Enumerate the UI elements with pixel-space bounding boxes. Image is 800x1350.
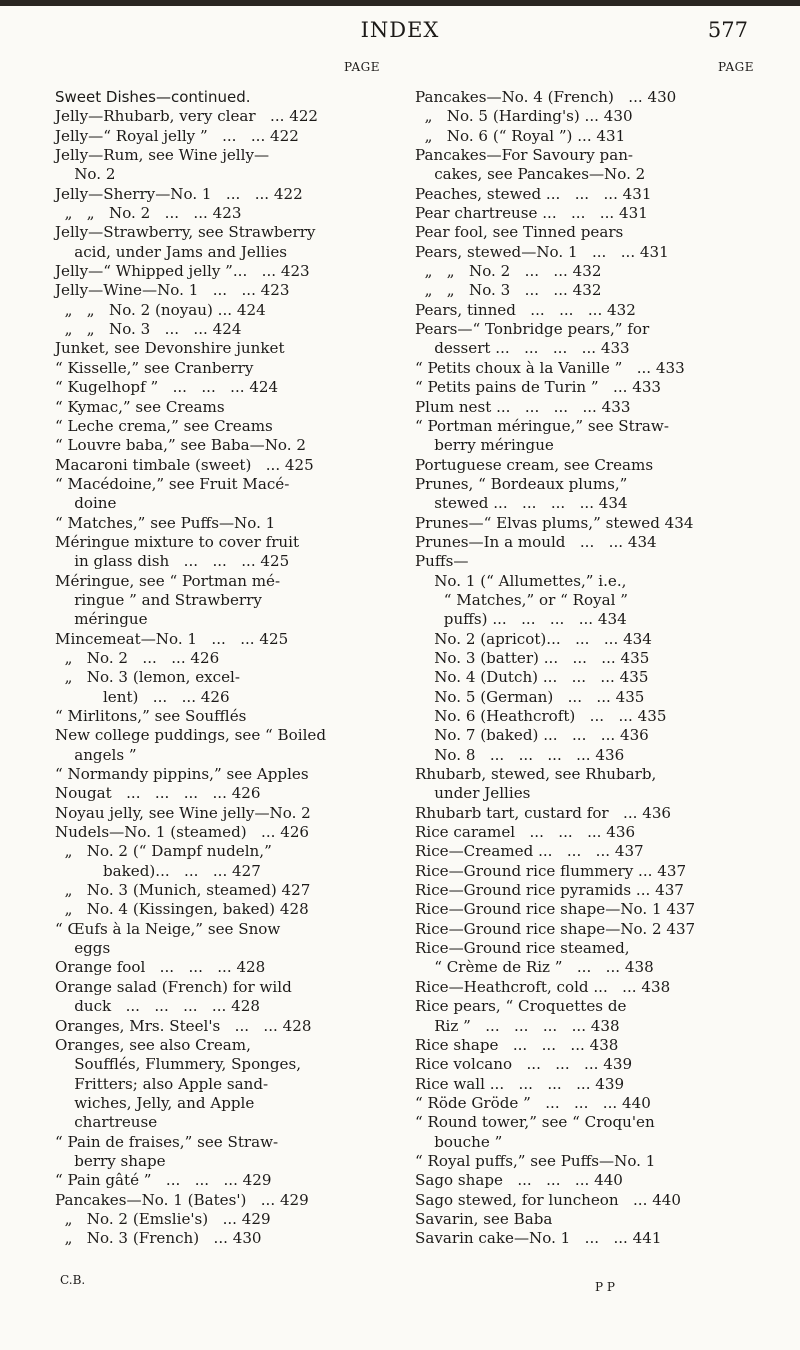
- index-entry: No. 7 (baked) ... ... ... 436: [415, 726, 649, 745]
- index-entry: Orange salad (French) for wild: [55, 977, 292, 996]
- index-entry: Jelly—“ Whipped jelly ”... ... 423: [55, 262, 310, 281]
- index-entry: Jelly—Wine—No. 1 ... ... 423: [55, 281, 290, 300]
- index-entry: Mincemeat—No. 1 ... ... 425: [55, 629, 289, 648]
- index-entry: No. 3 (batter) ... ... ... 435: [415, 648, 650, 667]
- index-entry: „ „ No. 2 ... ... 432: [415, 262, 602, 281]
- index-entry: Peaches, stewed ... ... ... 431: [415, 184, 652, 203]
- index-entry: No. 2: [55, 165, 116, 184]
- index-entry: „ „ No. 3 ... ... 432: [415, 281, 602, 300]
- index-entry: „ No. 6 (“ Royal ”) ... 431: [415, 126, 626, 145]
- index-entry: Puffs—: [415, 552, 469, 571]
- index-entry: Rice pears, “ Croquettes de: [415, 997, 627, 1016]
- index-entry: „ No. 5 (Harding's) ... 430: [415, 107, 633, 126]
- index-entry: Rice shape ... ... ... 438: [415, 1035, 619, 1054]
- index-entry: Pancakes—For Savoury pan-: [415, 146, 634, 165]
- index-entry: Nudels—No. 1 (steamed) ... 426: [55, 823, 310, 842]
- index-entry: méringue: [55, 610, 148, 629]
- index-entry: “ Œufs à la Neige,” see Snow: [55, 919, 281, 938]
- index-entry: Sago stewed, for luncheon ... 440: [415, 1190, 682, 1209]
- index-entry: puffs) ... ... ... ... 434: [415, 610, 627, 629]
- index-entry: “ Matches,” or “ Royal ”: [415, 590, 628, 609]
- index-entry: “ Röde Gröde ” ... ... ... 440: [415, 1093, 651, 1112]
- index-entry: Rice—Ground rice pyramids ... 437: [415, 881, 684, 900]
- index-entry: in glass dish ... ... ... 425: [55, 552, 290, 571]
- index-entry: Sweet Dishes—continued.: [55, 88, 251, 106]
- index-entry: “ Round tower,” see “ Croqu'en: [415, 1113, 655, 1132]
- index-entry: Méringue mixture to cover fruit: [55, 532, 300, 551]
- index-entry: „ No. 4 (Kissingen, baked) 428: [55, 900, 309, 919]
- index-entry: Jelly—Rhubarb, very clear ... 422: [55, 107, 319, 126]
- index-entry: Orange fool ... ... ... 428: [55, 958, 266, 977]
- index-entry: Sago shape ... ... ... 440: [415, 1171, 623, 1190]
- index-entry: No. 4 (Dutch) ... ... ... 435: [415, 668, 649, 687]
- index-entry: under Jellies: [415, 784, 531, 803]
- index-entry: Pears, tinned ... ... ... 432: [415, 300, 636, 319]
- index-entry: Riz ” ... ... ... ... 438: [415, 1016, 620, 1035]
- index-entry: Junket, see Devonshire junket: [55, 339, 285, 358]
- index-entry: Jelly—Sherry—No. 1 ... ... 422: [55, 184, 303, 203]
- index-entry: “ Kisselle,” see Cranberry: [55, 358, 254, 377]
- index-entry: Soufflés, Flummery, Sponges,: [55, 1055, 302, 1074]
- index-entry: chartreuse: [55, 1113, 158, 1132]
- index-entry: „ „ No. 2 ... ... 423: [55, 204, 242, 223]
- index-entry: Prunes, “ Bordeaux plums,”: [415, 474, 628, 493]
- index-entry: berry shape: [55, 1151, 166, 1170]
- left-index-column: [55, 88, 400, 1249]
- signature-mark-left: C.B.: [60, 1273, 86, 1287]
- index-entry: Rice—Heathcroft, cold ... ... 438: [415, 977, 671, 996]
- index-entry: Macaroni timbale (sweet) ... 425: [55, 455, 314, 474]
- index-entry: Plum nest ... ... ... ... 433: [415, 397, 631, 416]
- index-entry: „ No. 3 (Munich, steamed) 427: [55, 881, 311, 900]
- index-entry: Rice—Creamed ... ... ... 437: [415, 842, 644, 861]
- index-entry: Savarin cake—No. 1 ... ... 441: [415, 1229, 662, 1248]
- index-entry: Oranges, see also Cream,: [55, 1035, 251, 1054]
- index-entry: “ Petits choux à la Vanille ” ... 433: [415, 358, 685, 377]
- index-entry: Pear fool, see Tinned pears: [415, 223, 624, 242]
- right-index-column: [415, 88, 770, 1249]
- index-entry: Savarin, see Baba: [415, 1209, 553, 1228]
- index-entry: Oranges, Mrs. Steel's ... ... 428: [55, 1016, 312, 1035]
- index-entry: Rice wall ... ... ... ... 439: [415, 1074, 625, 1093]
- index-entry: cakes, see Pancakes—No. 2: [415, 165, 646, 184]
- index-entry: New college puddings, see “ Boiled: [55, 726, 326, 745]
- index-entry: Rice—Ground rice flummery ... 437: [415, 861, 687, 880]
- index-entry: “ Kymac,” see Creams: [55, 397, 225, 416]
- index-entry: „ No. 2 ... ... 426: [55, 648, 220, 667]
- index-entry: Prunes—In a mould ... ... 434: [415, 532, 657, 551]
- index-entry: eggs: [55, 939, 111, 958]
- index-entry: Pears, stewed—No. 1 ... ... 431: [415, 242, 669, 261]
- index-entry: angels ”: [55, 745, 137, 764]
- index-entry: “ Macédoine,” see Fruit Macé-: [55, 474, 290, 493]
- index-entry: Méringue, see “ Portman mé-: [55, 571, 281, 590]
- index-entry: “ Petits pains de Turin ” ... 433: [415, 378, 662, 397]
- page-title: INDEX: [360, 18, 440, 42]
- page-number: 577: [707, 18, 748, 42]
- index-entry: Rice volcano ... ... ... 439: [415, 1055, 633, 1074]
- index-entry: Prunes—“ Elvas plums,” stewed 434: [415, 513, 694, 532]
- index-entry: Rice—Ground rice shape—No. 2 437: [415, 919, 696, 938]
- index-entry: “ Normandy pippins,” see Apples: [55, 765, 309, 784]
- index-entry: No. 6 (Heathcroft) ... ... 435: [415, 707, 667, 725]
- right-page-column-heading: PAGE: [718, 60, 754, 74]
- index-entry: ringue ” and Strawberry: [55, 590, 262, 609]
- index-entry: “ Louvre baba,” see Baba—No. 2: [55, 436, 306, 455]
- index-entry: “ Mirlitons,” see Soufflés: [55, 707, 247, 725]
- index-entry: Portuguese cream, see Creams: [415, 455, 654, 474]
- index-entry: “ Matches,” see Puffs—No. 1: [55, 513, 276, 532]
- index-entry: No. 5 (German) ... ... 435: [415, 687, 645, 706]
- index-entry: „ No. 3 (lemon, excel-: [55, 668, 240, 687]
- index-entry: Rice caramel ... ... ... 436: [415, 823, 636, 842]
- index-entry: “ Pain gâté ” ... ... ... 429: [55, 1171, 272, 1190]
- index-entry: Rhubarb tart, custard for ... 436: [415, 803, 672, 822]
- index-entry: stewed ... ... ... ... 434: [415, 494, 628, 513]
- index-entry: Nougat ... ... ... ... 426: [55, 784, 261, 803]
- index-entry: lent) ... ... 426: [55, 687, 230, 706]
- index-entry: acid, under Jams and Jellies: [55, 242, 288, 261]
- index-entry: Noyau jelly, see Wine jelly—No. 2: [55, 803, 311, 822]
- index-entry: “ Portman méringue,” see Straw-: [415, 416, 669, 435]
- index-entry: Jelly—Strawberry, see Strawberry: [55, 223, 316, 242]
- index-entry: “ Leche crema,” see Creams: [55, 416, 273, 435]
- index-entry: Jelly—“ Royal jelly ” ... ... 422: [55, 126, 299, 145]
- index-entry: dessert ... ... ... ... 433: [415, 339, 630, 358]
- index-entry: Rice—Ground rice shape—No. 1 437: [415, 900, 696, 919]
- index-entry: baked)... ... ... 427: [55, 861, 261, 880]
- index-entry: Jelly—Rum, see Wine jelly—: [55, 146, 270, 165]
- index-entry: „ No. 3 (French) ... 430: [55, 1229, 262, 1248]
- top-border: [0, 0, 800, 6]
- signature-mark-right: P P: [595, 1280, 615, 1294]
- index-entry: „ „ No. 3 ... ... 424: [55, 320, 242, 339]
- index-entry: Rhubarb, stewed, see Rhubarb,: [415, 765, 657, 784]
- index-entry: „ „ No. 2 (noyau) ... 424: [55, 300, 266, 319]
- index-entry: Rice—Ground rice steamed,: [415, 939, 630, 958]
- index-entry: „ No. 2 (“ Dampf nudeln,”: [55, 842, 272, 861]
- index-entry: Pancakes—No. 1 (Bates') ... 429: [55, 1190, 309, 1209]
- index-entry: “ Royal puffs,” see Puffs—No. 1: [415, 1151, 656, 1170]
- index-entry: “ Kugelhopf ” ... ... ... 424: [55, 378, 279, 397]
- index-entry: berry méringue: [415, 436, 554, 455]
- index-entry: Pears—“ Tonbridge pears,” for: [415, 320, 650, 339]
- index-entry: No. 2 (apricot)... ... ... 434: [415, 629, 652, 648]
- index-entry: Pear chartreuse ... ... ... 431: [415, 204, 648, 223]
- index-entry: “ Crème de Riz ” ... ... 438: [415, 958, 654, 977]
- index-entry: No. 8 ... ... ... ... 436: [415, 745, 625, 764]
- running-header: [0, 12, 800, 40]
- index-entry: wiches, Jelly, and Apple: [55, 1093, 255, 1112]
- index-entry: „ No. 2 (Emslie's) ... 429: [55, 1209, 271, 1228]
- index-entry: doine: [55, 494, 117, 513]
- index-entry: “ Pain de fraises,” see Straw-: [55, 1132, 279, 1151]
- index-entry: duck ... ... ... ... 428: [55, 997, 260, 1016]
- left-page-column-heading: PAGE: [344, 60, 380, 74]
- index-entry: bouche ”: [415, 1132, 503, 1151]
- index-entry: Pancakes—No. 4 (French) ... 430: [415, 88, 677, 106]
- index-entry: Fritters; also Apple sand-: [55, 1074, 269, 1093]
- index-entry: No. 1 (“ Allumettes,” i.e.,: [415, 571, 627, 590]
